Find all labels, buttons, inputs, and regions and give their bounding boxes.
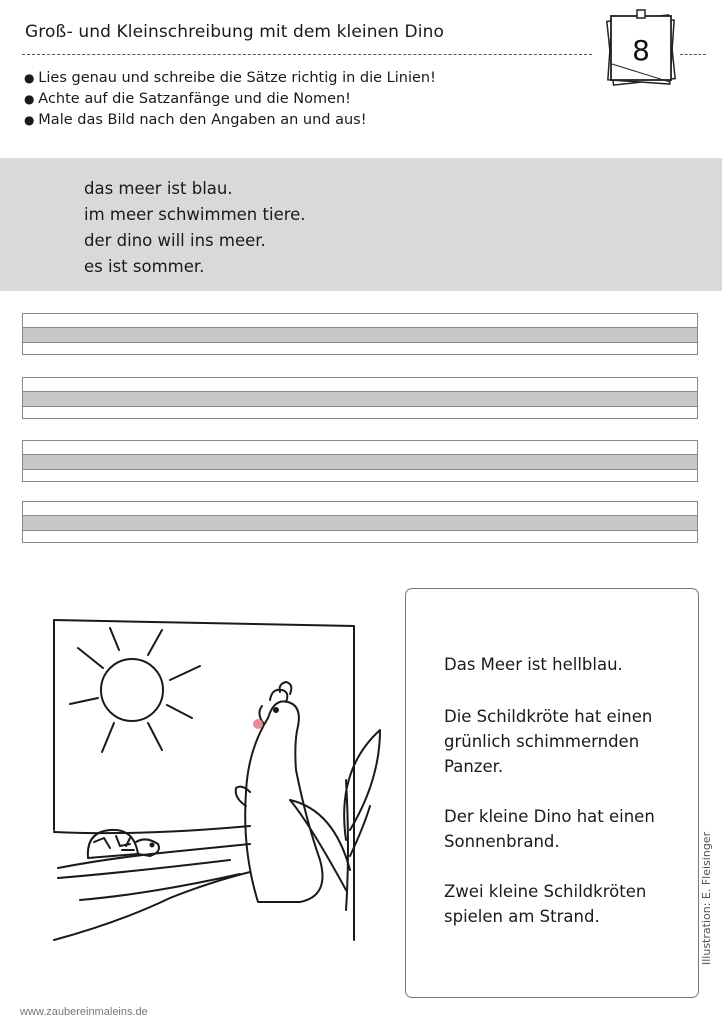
coloring-instruction: Das Meer ist hellblau. xyxy=(444,655,623,674)
sun-icon xyxy=(101,659,163,721)
dino-figure xyxy=(236,682,323,902)
coloring-instruction: Der kleine Dino hat einen Sonnenbrand. xyxy=(444,807,655,851)
dino-coloring-illustration[interactable] xyxy=(50,610,390,950)
writing-lines-3[interactable] xyxy=(22,440,698,482)
sentence: der dino will ins meer. xyxy=(84,231,266,250)
sentence: es ist sommer. xyxy=(84,257,205,276)
instruction-item: ● Male das Bild nach den Angaben an und aus! xyxy=(24,110,436,131)
instruction-item: ● Lies genau und schreibe die Sätze richtig in die Linien! xyxy=(24,68,436,89)
header-divider-right xyxy=(680,54,706,55)
coloring-instruction: Die Schildkröte hat einen grünlich schimmernden Panzer. xyxy=(444,707,653,776)
writing-lines-1[interactable] xyxy=(22,313,698,355)
illustration-credit: Illustration: E. Fleisinger xyxy=(700,831,713,965)
sentence: im meer schwimmen tiere. xyxy=(84,205,306,224)
footer-url[interactable]: www.zaubereinmaleins.de xyxy=(20,1006,148,1018)
sentence-list xyxy=(84,176,306,280)
sticky-note-stack xyxy=(604,4,678,94)
header-divider xyxy=(22,54,592,55)
instruction-list xyxy=(24,68,436,131)
writing-lines-4[interactable] xyxy=(22,501,698,543)
coloring-instructions-box xyxy=(405,588,699,998)
plant-icon xyxy=(290,730,380,910)
writing-lines-2[interactable] xyxy=(22,377,698,419)
worksheet-number: 8 xyxy=(632,34,650,67)
instruction-item: ● Achte auf die Satzanfänge und die Nomen! xyxy=(24,89,436,110)
sentence: das meer ist blau. xyxy=(84,179,233,198)
coloring-instruction: Zwei kleine Schildkröten spielen am Strand. xyxy=(444,882,647,926)
page-title: Groß- und Kleinschreibung mit dem kleinen Dino xyxy=(25,22,444,42)
